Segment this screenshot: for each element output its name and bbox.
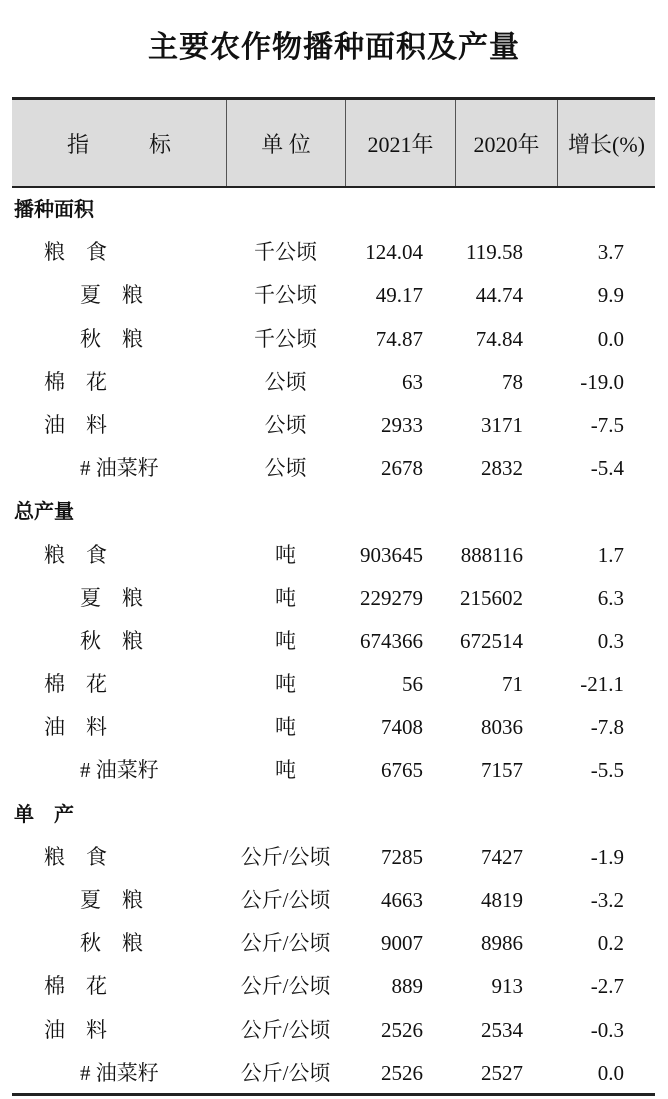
row-unit: 公斤/公顷 bbox=[240, 888, 331, 912]
table-row bbox=[12, 749, 655, 792]
row-label: 棉 花 bbox=[44, 672, 107, 697]
row-value-2020: 7427 bbox=[481, 844, 523, 869]
row-label: # 油菜籽 bbox=[80, 1060, 159, 1085]
row-unit: 公斤/公顷 bbox=[240, 974, 331, 999]
row-label: 棉 花 bbox=[44, 369, 107, 394]
row-unit: 吨 bbox=[275, 628, 296, 653]
row-unit: 千公顷 bbox=[254, 240, 317, 265]
table-header bbox=[12, 97, 655, 188]
row-value-2021: 2678 bbox=[381, 456, 423, 481]
row-growth: -1.9 bbox=[590, 844, 624, 869]
row-unit: 千公顷 bbox=[254, 283, 317, 308]
row-growth: 3.7 bbox=[597, 240, 624, 265]
table-row bbox=[12, 836, 655, 879]
row-value-2020: 3171 bbox=[481, 412, 523, 437]
row-label: 粮 食 bbox=[44, 240, 107, 265]
row-growth: -7.8 bbox=[590, 715, 624, 740]
row-value-2021: 49.17 bbox=[375, 283, 423, 308]
row-value-2021: 56 bbox=[402, 672, 423, 697]
row-growth: -5.4 bbox=[590, 456, 624, 481]
row-growth: -0.3 bbox=[590, 1017, 624, 1042]
header-2021: 2021年 bbox=[345, 100, 455, 186]
row-value-2020: 119.58 bbox=[466, 240, 523, 265]
header-indicator: 指 标 bbox=[66, 131, 172, 157]
table-row bbox=[12, 318, 655, 361]
row-value-2020: 71 bbox=[502, 672, 523, 697]
row-unit: 吨 bbox=[275, 758, 296, 783]
section-title: 单 产 bbox=[14, 801, 74, 826]
row-value-2021: 4663 bbox=[381, 888, 423, 912]
row-label: 夏 粮 bbox=[80, 888, 143, 912]
section-title: 总产量 bbox=[14, 499, 74, 524]
row-label: 夏 粮 bbox=[80, 585, 143, 610]
row-label: 秋 粮 bbox=[80, 628, 143, 653]
row-value-2021: 903645 bbox=[360, 542, 423, 567]
row-growth: 9.9 bbox=[597, 283, 624, 308]
table-row bbox=[12, 231, 655, 274]
page-title: 主要农作物播种面积及产量 bbox=[148, 30, 520, 65]
section-title: 播种面积 bbox=[14, 197, 94, 221]
row-growth: -7.5 bbox=[590, 412, 624, 437]
row-growth: -2.7 bbox=[590, 974, 624, 999]
row-value-2021: 7408 bbox=[381, 715, 423, 740]
row-growth: -5.5 bbox=[590, 758, 624, 783]
row-label: 粮 食 bbox=[44, 844, 107, 869]
row-value-2021: 2526 bbox=[381, 1060, 423, 1085]
table-row bbox=[12, 361, 655, 404]
row-unit: 千公顷 bbox=[254, 326, 317, 351]
row-label: # 油菜籽 bbox=[80, 758, 159, 783]
row-value-2021: 63 bbox=[402, 369, 423, 394]
row-growth: 0.3 bbox=[597, 628, 624, 653]
row-value-2021: 124.04 bbox=[365, 240, 423, 265]
table-row bbox=[12, 577, 655, 620]
row-unit: 公斤/公顷 bbox=[240, 1060, 331, 1085]
table-row bbox=[12, 447, 655, 490]
row-value-2021: 229279 bbox=[360, 585, 423, 610]
header-unit: 单 位 bbox=[226, 100, 345, 186]
row-growth: -3.2 bbox=[590, 888, 624, 912]
row-value-2021: 74.87 bbox=[375, 326, 423, 351]
row-value-2020: 78 bbox=[502, 369, 523, 394]
table-row bbox=[12, 274, 655, 317]
row-unit: 公顷 bbox=[264, 412, 307, 437]
row-unit: 公斤/公顷 bbox=[240, 931, 331, 956]
row-value-2020: 215602 bbox=[460, 585, 523, 610]
section-row bbox=[12, 188, 655, 231]
row-value-2021: 2526 bbox=[381, 1017, 423, 1042]
row-value-2020: 44.74 bbox=[475, 283, 523, 308]
row-value-2020: 4819 bbox=[481, 888, 523, 912]
bottom-rule bbox=[12, 1093, 655, 1096]
table-row bbox=[12, 620, 655, 663]
row-growth: 0.0 bbox=[597, 326, 624, 351]
row-value-2020: 74.84 bbox=[475, 326, 523, 351]
row-label: # 油菜籽 bbox=[80, 456, 159, 481]
row-unit: 吨 bbox=[275, 672, 296, 697]
row-unit: 吨 bbox=[275, 715, 296, 740]
row-value-2020: 8986 bbox=[481, 931, 523, 956]
row-growth: -19.0 bbox=[580, 369, 624, 394]
row-growth: -21.1 bbox=[580, 672, 624, 697]
table-row bbox=[12, 965, 655, 1008]
row-label: 秋 粮 bbox=[80, 326, 143, 351]
row-unit: 公顷 bbox=[264, 369, 307, 394]
row-value-2021: 6765 bbox=[381, 758, 423, 783]
row-value-2021: 7285 bbox=[381, 844, 423, 869]
row-value-2020: 2527 bbox=[481, 1060, 523, 1085]
header-2020: 2020年 bbox=[455, 100, 557, 186]
row-value-2021: 2933 bbox=[381, 412, 423, 437]
table-row bbox=[12, 1009, 655, 1052]
row-growth: 6.3 bbox=[597, 585, 624, 610]
table-row bbox=[12, 879, 655, 922]
table-row bbox=[12, 534, 655, 577]
row-value-2021: 9007 bbox=[381, 931, 423, 956]
row-unit: 公斤/公顷 bbox=[240, 844, 331, 869]
row-value-2020: 913 bbox=[491, 974, 523, 999]
row-value-2020: 672514 bbox=[460, 628, 523, 653]
table-row bbox=[12, 706, 655, 749]
table-row bbox=[12, 404, 655, 447]
row-growth: 0.0 bbox=[597, 1060, 624, 1085]
row-label: 粮 食 bbox=[44, 542, 107, 567]
crop-table bbox=[12, 97, 655, 1095]
row-label: 夏 粮 bbox=[80, 283, 143, 308]
row-growth: 0.2 bbox=[597, 931, 624, 956]
row-value-2020: 2832 bbox=[481, 456, 523, 481]
row-unit: 吨 bbox=[275, 585, 296, 610]
section-row bbox=[12, 793, 655, 836]
row-unit: 公斤/公顷 bbox=[240, 1017, 331, 1042]
table-row bbox=[12, 663, 655, 706]
row-label: 油 料 bbox=[44, 715, 107, 740]
row-label: 油 料 bbox=[44, 1017, 107, 1042]
table-row bbox=[12, 922, 655, 965]
row-value-2020: 8036 bbox=[481, 715, 523, 740]
row-label: 棉 花 bbox=[44, 974, 107, 999]
row-value-2020: 7157 bbox=[481, 758, 523, 783]
row-growth: 1.7 bbox=[597, 542, 624, 567]
row-value-2021: 674366 bbox=[360, 628, 423, 653]
header-growth: 增长(%) bbox=[557, 100, 655, 186]
table-body bbox=[12, 188, 655, 1095]
section-row bbox=[12, 490, 655, 533]
row-value-2020: 2534 bbox=[481, 1017, 523, 1042]
row-label: 秋 粮 bbox=[80, 931, 143, 956]
row-value-2020: 888116 bbox=[460, 542, 523, 567]
row-unit: 公顷 bbox=[264, 456, 307, 481]
row-label: 油 料 bbox=[44, 412, 107, 437]
table-row bbox=[12, 1052, 655, 1095]
row-value-2021: 889 bbox=[391, 974, 423, 999]
row-unit: 吨 bbox=[275, 542, 296, 567]
